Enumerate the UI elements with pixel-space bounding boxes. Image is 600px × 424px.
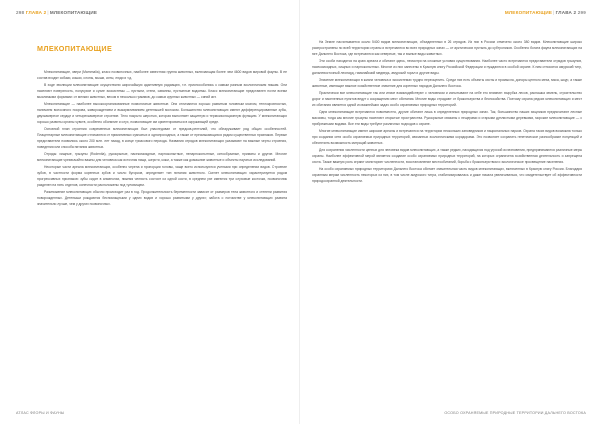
right-page xyxy=(300,0,600,424)
paragraph: Отряды: хищные, грызуны (Rodentia), рукокрылые, насекомоядные, парнокопытные, непарнокопытные, китообразные, приматы и другие. Многие млекопитающие чрезвычайно важны для человека как источник пищи, шерсти, кожи, а также как домашние животные и объекты научных исследований. xyxy=(37,152,287,163)
paragraph: Некоторые части ареала млекопитающих, особенно черепа и пропорции головы, чаще всего используются учеными при определении видов. Строение зубов, в частности форма коренных зубов и число бугорков, определяет тип питания животного. Скелет млекопитающих характеризуется рядом прогрессивных признаков: зубы сидят в альвеолах, нижняя челюсть состоит из одной кости, в среднем ухе имеются три слуховые косточки, позвоночник разделен на пять отделов, конечности расположены под туловищем. xyxy=(37,165,287,188)
page-title: МЛЕКОПИТАЮЩИЕ xyxy=(37,44,113,53)
left-section-label: МЛЕКОПИТАЮЩИЕ xyxy=(49,10,98,15)
right-footer: ОСОБО ОХРАНЯЕМЫЕ ПРИРОДНЫЕ ТЕРРИТОРИИ ДАЛЬНЕГО ВОСТОКА xyxy=(444,411,586,415)
paragraph: На особо охраняемых природных территориях Дальнего Востока обитает значительная часть видов млекопитающих, включенных в Красную книгу России. Благодаря охранным мерам численность некоторых из них, в том числе амурского тигра, стабилизировалась и даже начала увеличиваться, что свидетельствует об эффективности природоохранной деятельности. xyxy=(312,167,582,184)
right-chapter-label: ГЛАВА 2 xyxy=(555,10,577,15)
left-page-number: 298 xyxy=(16,10,25,15)
right-text-column xyxy=(312,40,582,186)
paragraph: Практически все млекопитающие так или иначе взаимодействуют с человеком и испытывают на себе его влияние: вырубка лесов, распашка земель, строительство дорог и населенных пунктов ведут к сокращению мест обитания. Многие виды страдают от браконьерства и беспокойства. Поэтому охрана редких млекопитающих и мест их обитания является одной из важнейших задач особо охраняемых природных территорий. xyxy=(312,91,582,108)
paragraph: На Земле насчитывается около 5400 видов млекопитающих, объединенных в 26 отрядов. Из них в России отмечено около 380 видов. Млекопитающие широко распространены по всей территории страны и встречаются во всех природных зонах — от арктических пустынь до субтропиков. Особенно богата фауна млекопитающих на юге Дальнего Востока, где встречаются как северные, так и южные виды животных. xyxy=(312,40,582,56)
left-footer: АТЛАС ФЛОРЫ И ФАУНЫ xyxy=(16,411,65,415)
right-page-number: 299 xyxy=(577,10,586,15)
paragraph: Размножение млекопитающих обычно происходит раз в год. Продолжительность беременности зависит от размеров тела животного и степени развития новорожденных. Детеныши рождаются беспомощными у одних видов и хорошо развитыми у других; забота о потомстве у млекопитающих развита значительно лучше, чем у других позвоночных. xyxy=(37,190,287,207)
paragraph: Одни млекопитающие встречаются повсеместно, другие обитают лишь в определенных природных зонах. Так, большинство наших хищников предпочитают лесные массивы, тогда как многие грызуны населяют открытые пространства. Рукокрылые связаны с пещерами и старыми дуплистыми деревьями, морские млекопитающие — с прибрежными водами. Все эти виды требуют различных подходов к охране. xyxy=(312,110,582,127)
left-chapter-label: ГЛАВА 2 xyxy=(25,10,47,15)
paragraph: Многие млекопитающие имеют широкие ареалы и встречаются на территории нескольких заповедников и национальных парков. Охрана таких видов возможна только при создании сети особо охраняемых природных территорий, связанных экологическими коридорами. Это позволяет сохранить генетическое разнообразие популяций и обеспечить возможность миграций животных. xyxy=(312,129,582,146)
paragraph: Млекопитающие — наиболее высокоорганизованные позвоночные животные. Они отличаются хорошо развитым головным мозгом, теплокровностью, наличием волосяного покрова, живорождением и выкармливанием детенышей молоком. Большинство млекопитающих имеют дифференцированные зубы, двухкамерное сердце и четырехкамерное строение. Тело покрыто шерстью, которая выполняет защитную и термоизоляционную функцию. У млекопитающих хорошо развиты органы чувств, особенно обоняние и слух, позволяющие им ориентироваться в окружающей среде. xyxy=(37,102,287,124)
right-running-header: МЛЕКОПИТАЮЩИЕ|ГЛАВА 2 299 xyxy=(504,10,586,15)
paragraph: Основной план строения современных млекопитающих был унаследован от предков-рептилий, что обнаруживает ряд общих особенностей. Плацентарные млекопитающие отличаются от примитивных сумчатых и однопроходных, а также от пресмыкающихся рядом существенных признаков. Первые представители появились около 200 млн. лет назад, в конце триасового периода. Названия отрядов млекопитающих указывают на важные черты строения, поведения или способа питания животных. xyxy=(37,127,287,149)
paragraph: В ходе эволюции млекопитающие осуществили широчайшую адаптивную радиацию, т.е. приспособились к самым разным экологическим нишам. Они населяют поверхность, полусухие и сухие экосистемы — пустыни, степи, саванны, пустынные водоемы. Класс млекопитающие представлен почти всеми мыслимыми формами: от мелких животных, весом в несколько граммов, до самых крупных животных — синий кит. xyxy=(37,83,287,99)
paragraph: Для сохранения численности ценных для человека видов млекопитающих, а также редких, находящихся под угрозой исчезновения, предпринимаются различные меры охраны. Наиболее эффективной мерой является создание особо охраняемых природных территорий, на которых ограничена хозяйственная деятельность и запрещена охота. Также важную роль играют мониторинг численности, восстановление местообитаний, борьба с браконьерством и экологическое просвещение населения. xyxy=(312,148,582,165)
left-text-column xyxy=(37,70,287,209)
left-running-header: 298 ГЛАВА 2|МЛЕКОПИТАЮЩИЕ xyxy=(16,10,98,15)
right-section-label: МЛЕКОПИТАЮЩИЕ xyxy=(504,10,553,15)
paragraph: Млекопитающие, звери (Mammalia), класс позвоночных, наиболее известная группа животных, включающая более чем 4600 видов мировой фауны. В ее состав входят собаки, кошки, слоны, мыши, киты, люди и т.д. xyxy=(37,70,287,80)
paragraph: Значение млекопитающих в жизни человека и экосистемах трудно переоценить. Среди них есть объекты охоты и промысла, доноры ценного меха, мяса, шкур, а также животные, имеющие важное хозяйственное значение для коренных народов Дальнего Востока. xyxy=(312,78,582,89)
paragraph: Эти особи находятся на краю ареала и обитают здесь, несмотря на сложные условия существования. Наиболее часто встречаются представители отрядов грызунов, насекомоядных, хищных и парнокопытных. Многие из них занесены в Красную книгу Российской Федерации и нуждаются в особой охране. К ним относятся амурский тигр, дальневосточный леопард, гималайский медведь, амурский горал и другие виды. xyxy=(312,59,582,75)
